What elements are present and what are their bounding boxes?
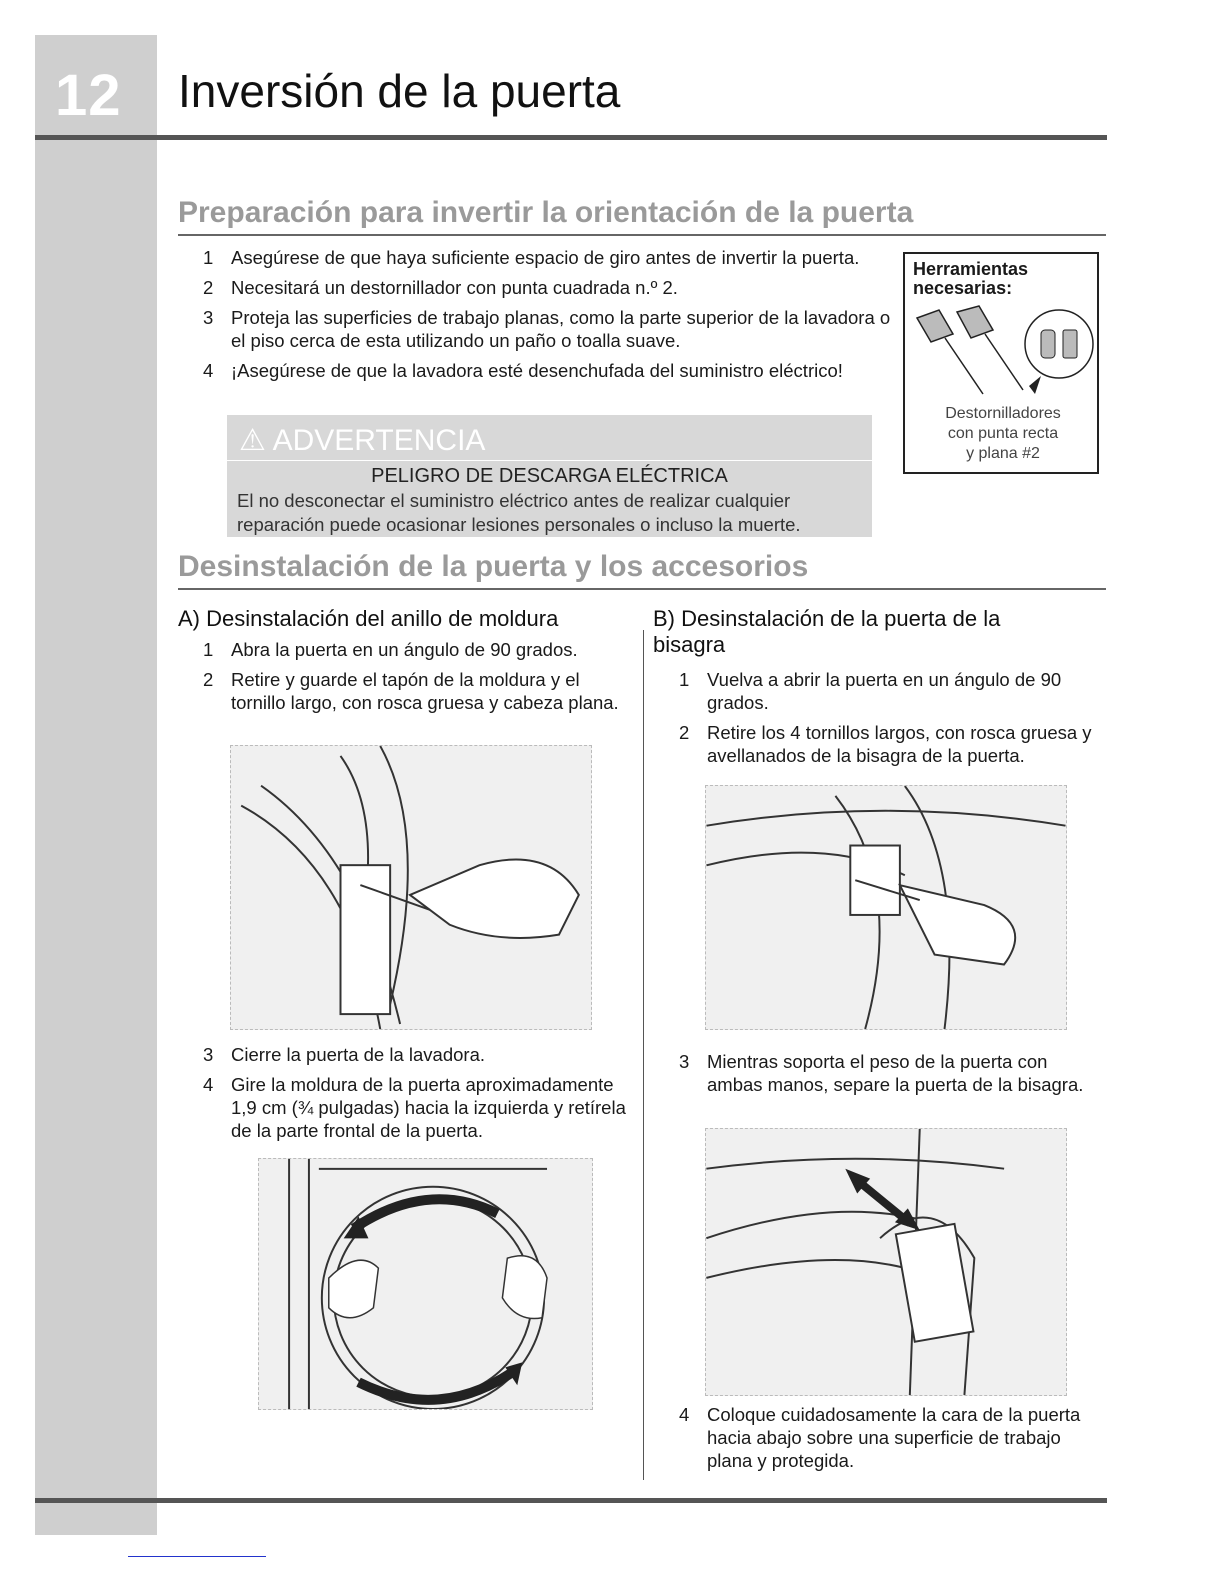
warning-body: El no desconectar el suministro eléctrico antes de realizar cualquier reparación puede ocasionar lesiones personales o incluso la muerte.: [237, 490, 801, 535]
page-title: Inversión de la puerta: [178, 65, 621, 117]
page-number: 12: [55, 63, 122, 128]
screwdriver-icon: [909, 304, 1095, 404]
part-b-steps-mid: [679, 1050, 1099, 1103]
warning-icon: ⚠: [239, 424, 266, 457]
section-heading-preparation: Preparación para invertir la orientación de la puerta: [178, 196, 914, 229]
tools-title: Herramientas necesarias:: [913, 259, 1029, 298]
hinge-screw-removal-illustration: [705, 785, 1067, 1030]
trim-ring-removal-illustration: [230, 745, 592, 1030]
part-a-steps-bottom: [203, 1043, 635, 1149]
list-item: 1 Vuelva a abrir la puerta en un ángulo de 90 grados.: [679, 669, 1062, 713]
warning-divider: [227, 460, 872, 461]
part-a-steps-top: [203, 638, 623, 721]
list-item: 1 Asegúrese de que haya suficiente espacio de giro antes de invertir la puerta.: [203, 247, 860, 268]
trim-rotation-illustration: [258, 1158, 593, 1410]
part-b-heading: B) Desinstalación de la puerta de la bisagra: [653, 606, 1001, 657]
list-item: 3 Proteja las superficies de trabajo planas, como la parte superior de la lavadora o el piso cerca de esta utilizando un paño o toalla suave.: [203, 307, 891, 351]
list-item: 3 Cierre la puerta de la lavadora.: [203, 1044, 486, 1065]
list-item: 4 Coloque cuidadosamente la cara de la puerta hacia abajo sobre una superficie de trabajo plana y protegida.: [679, 1404, 1081, 1471]
section-divider: [178, 234, 1106, 236]
footer-link-line: [128, 1556, 266, 1557]
page-sidebar: [35, 35, 157, 1535]
warning-heading: ⚠ ADVERTENCIA: [239, 424, 486, 457]
list-item: 2 Necesitará un destornillador con punta cuadrada n.º 2.: [203, 277, 678, 298]
part-a-heading: A) Desinstalación del anillo de moldura: [178, 606, 559, 631]
section-divider: [178, 588, 1106, 590]
bottom-divider: [35, 1498, 1107, 1503]
list-item: 2 Retire los 4 tornillos largos, con rosca gruesa y avellanados de la bisagra de la puerta.: [679, 722, 1092, 766]
list-item: 1 Abra la puerta en un ángulo de 90 grados.: [203, 639, 578, 660]
warning-subheading: PELIGRO DE DESCARGA ELÉCTRICA: [371, 465, 728, 487]
preparation-steps: [203, 246, 893, 389]
part-b-steps-top: [679, 668, 1109, 774]
top-divider: [35, 135, 1107, 140]
warning-box: [227, 415, 872, 537]
tools-needed-box: [903, 252, 1099, 474]
list-item: 3 Mientras soporta el peso de la puerta con ambas manos, separe la puerta de la bisagra.: [679, 1051, 1084, 1095]
column-divider: [643, 630, 644, 1480]
tools-caption: Destornilladores con punta recta y plana #2: [945, 405, 1061, 462]
list-item: 4 ¡Asegúrese de que la lavadora esté desenchufada del suministro eléctrico!: [203, 360, 843, 381]
list-item: 2 Retire y guarde el tapón de la moldura y el tornillo largo, con rosca gruesa y cabeza plana.: [203, 669, 619, 713]
section-heading-removal: Desinstalación de la puerta y los accesorios: [178, 550, 809, 583]
part-b-steps-bottom: [679, 1403, 1099, 1479]
door-separation-illustration: [705, 1128, 1067, 1396]
list-item: 4 Gire la moldura de la puerta aproximadamente 1,9 cm (¾ pulgadas) hacia la izquierda y retírela de la parte frontal de la puerta.: [203, 1074, 626, 1141]
